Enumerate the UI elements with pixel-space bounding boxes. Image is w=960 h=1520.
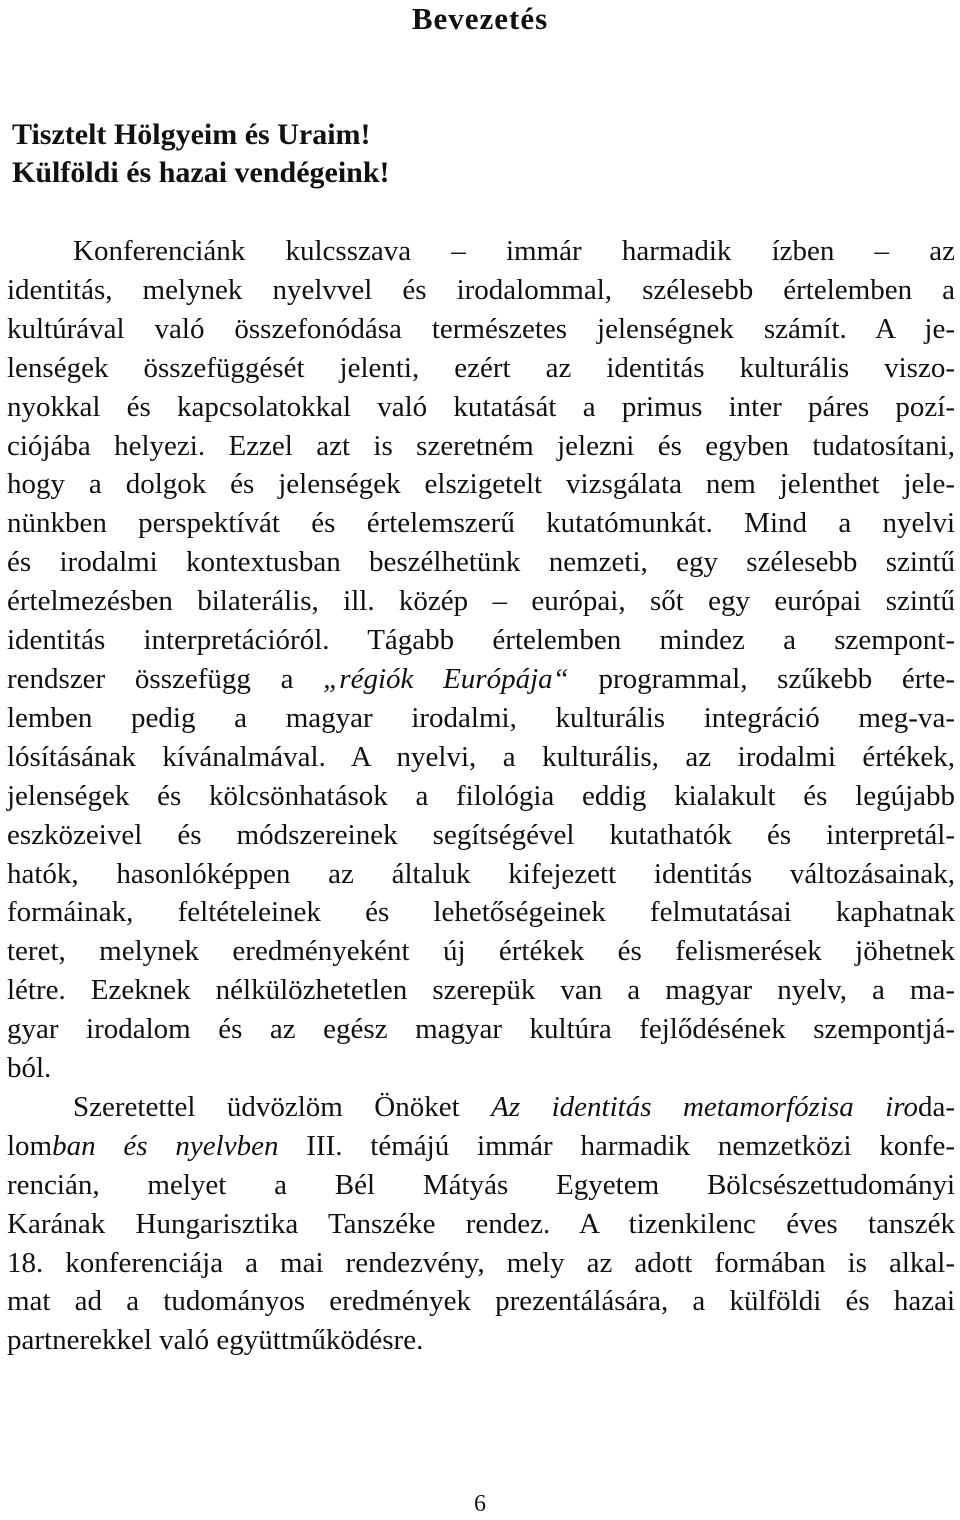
text-line: identitás interpretációról. Tágabb értelemben mindez a szempont- [7, 624, 955, 657]
text-line: hogy a dolgok és jelenségek elszigetelt vizsgálata nem jelenthet jele- [7, 468, 955, 501]
text-line: nyokkal és kapcsolatokkal való kutatását a primus inter páres pozí- [7, 390, 955, 423]
italic-phrase: Az identitás metamorfózisa iro [491, 1090, 918, 1123]
text-line: formáinak, feltételeinek és lehetőségeinek felmutatásai kaphatnak [7, 896, 955, 929]
text-segment: rendszer összefügg a [7, 662, 324, 695]
text-segment: lom [7, 1129, 53, 1162]
text-line: ból. [7, 1052, 52, 1085]
text-line-with-italic [7, 1088, 955, 1127]
text-line: mat ad a tudományos eredmények prezentálására, a külföldi és hazai [7, 1285, 955, 1318]
text-line: lemben pedig a magyar irodalmi, kulturális integráció meg-va- [7, 701, 955, 734]
salutation-line-1: Tisztelt Hölgyeim és Uraim! [12, 118, 371, 151]
text-line: rencián, melyet a Bél Mátyás Egyetem Bölcsészettudományi [7, 1168, 955, 1201]
salutation [12, 116, 390, 192]
body-text [7, 232, 955, 1360]
text-line: kultúrával való összefonódása természetes jelenségnek számít. A je- [7, 312, 955, 345]
italic-phrase: ban és nyelvben [52, 1129, 279, 1162]
text-line: Konferenciánk kulcsszava ‒ immár harmadik ízben ‒ az [73, 235, 955, 267]
paragraph-1 [7, 232, 955, 1088]
italic-phrase: „régiók Európája“ [323, 662, 569, 695]
text-line-with-italic [7, 660, 955, 699]
text-line: hatók, hasonlóképpen az általuk kifejezett identitás változásainak, [7, 857, 955, 890]
text-line: létre. Ezeknek nélkülözhetetlen szerepük van a magyar nyelv, a ma- [7, 974, 955, 1007]
text-line: értelmezésben bilaterális, ill. közép ‒ európai, sőt egy európai szintű [7, 585, 955, 618]
page-title: Bevezetés [411, 1, 549, 36]
text-line: eszközeivel és módszereinek segítségével kutathatók és interpretál- [7, 818, 955, 851]
text-segment: III. témájú immár harmadik nemzetközi konfe- [278, 1129, 955, 1162]
text-line: Karának Hungarisztika Tanszéke rendez. A tizenkilenc éves tanszék [7, 1207, 955, 1240]
text-line: lenségek összefüggését jelenti, ezért az identitás kulturális viszo- [7, 351, 955, 384]
paragraph-2 [7, 1088, 955, 1360]
text-line: identitás, melynek nyelvvel és irodalommal, szélesebb értelemben a [7, 273, 955, 306]
salutation-line-2: Külföldi és hazai vendégeink! [12, 156, 390, 189]
text-line: ciójába helyezi. Ezzel azt is szeretném jelezni és egyben tudatosítani, [7, 429, 955, 462]
text-line: gyar irodalom és az egész magyar kultúra fejlődésének szempontjá- [7, 1013, 955, 1046]
text-line: és irodalmi kontextusban beszélhetünk nemzeti, egy szélesebb szintű [7, 546, 955, 579]
text-line: teret, melynek eredményeként új értékek és felismerések jöhetnek [7, 935, 955, 968]
page-number: 6 [474, 1491, 486, 1517]
text-line-with-italic [7, 1127, 955, 1166]
text-line: jelenségek és kölcsönhatások a filológia eddig kialakult és legújabb [7, 779, 955, 812]
text-line: nünkben perspektívát és értelemszerű kutatómunkát. Mind a nyelvi [7, 507, 955, 540]
text-line: partnerekkel való együttműködésre. [7, 1324, 424, 1357]
text-line: 18. konferenciája a mai rendezvény, mely az adott formában is alkal- [7, 1246, 955, 1279]
text-segment: Szeretettel üdvözlöm Önöket [73, 1090, 492, 1123]
text-line: lósításának kívánalmával. A nyelvi, a kulturális, az irodalmi értékek, [7, 740, 955, 773]
text-segment: da- [917, 1090, 955, 1123]
text-segment: programmal, szűkebb érte- [568, 662, 956, 695]
